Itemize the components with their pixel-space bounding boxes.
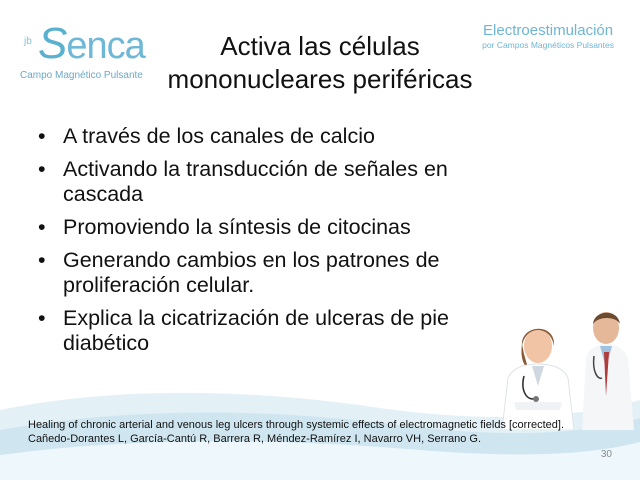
bullet-item: • Generando cambios en los patrones de proliferación celular.	[36, 248, 516, 298]
doctors-image	[494, 306, 640, 430]
page-number: 30	[600, 449, 612, 460]
bullet-list	[36, 124, 516, 364]
logo-rest: enca	[66, 25, 145, 67]
brand-subtitle: por Campos Magnéticos Pulsantes	[482, 40, 614, 50]
brand-title: Electroestimulación	[483, 22, 614, 39]
logo-s: S	[38, 19, 67, 68]
logo-wordmark	[38, 19, 145, 68]
bullet-item: • Promoviendo la síntesis de citocinas	[36, 215, 516, 240]
bullet-item: • A través de los canales de calcio	[36, 124, 516, 149]
reference-title: Healing of chronic arterial and venous leg ulcers through systemic effects of electromagnetic fields [corrected].	[28, 419, 565, 431]
slide-title-line-2: mononucleares periféricas	[167, 64, 473, 94]
logo-subtitle: Campo Magnético Pulsante	[20, 70, 143, 81]
logo-prefix: jb	[24, 36, 32, 47]
brand-header	[482, 22, 614, 50]
reference-authors: Cañedo-Dorantes L, García-Cantú R, Barrera R, Méndez-Ramírez I, Navarro VH, Serrano G.	[28, 432, 482, 445]
bullet-item: • Activando la transducción de señales en cascada	[36, 157, 516, 207]
bullet-item: • Explica la cicatrización de ulceras de pie diabético	[36, 306, 516, 356]
slide-title-line-1: Activa las células	[220, 31, 420, 61]
reference-citation	[28, 419, 588, 446]
slide-title	[150, 30, 490, 96]
senca-logo	[18, 8, 158, 88]
